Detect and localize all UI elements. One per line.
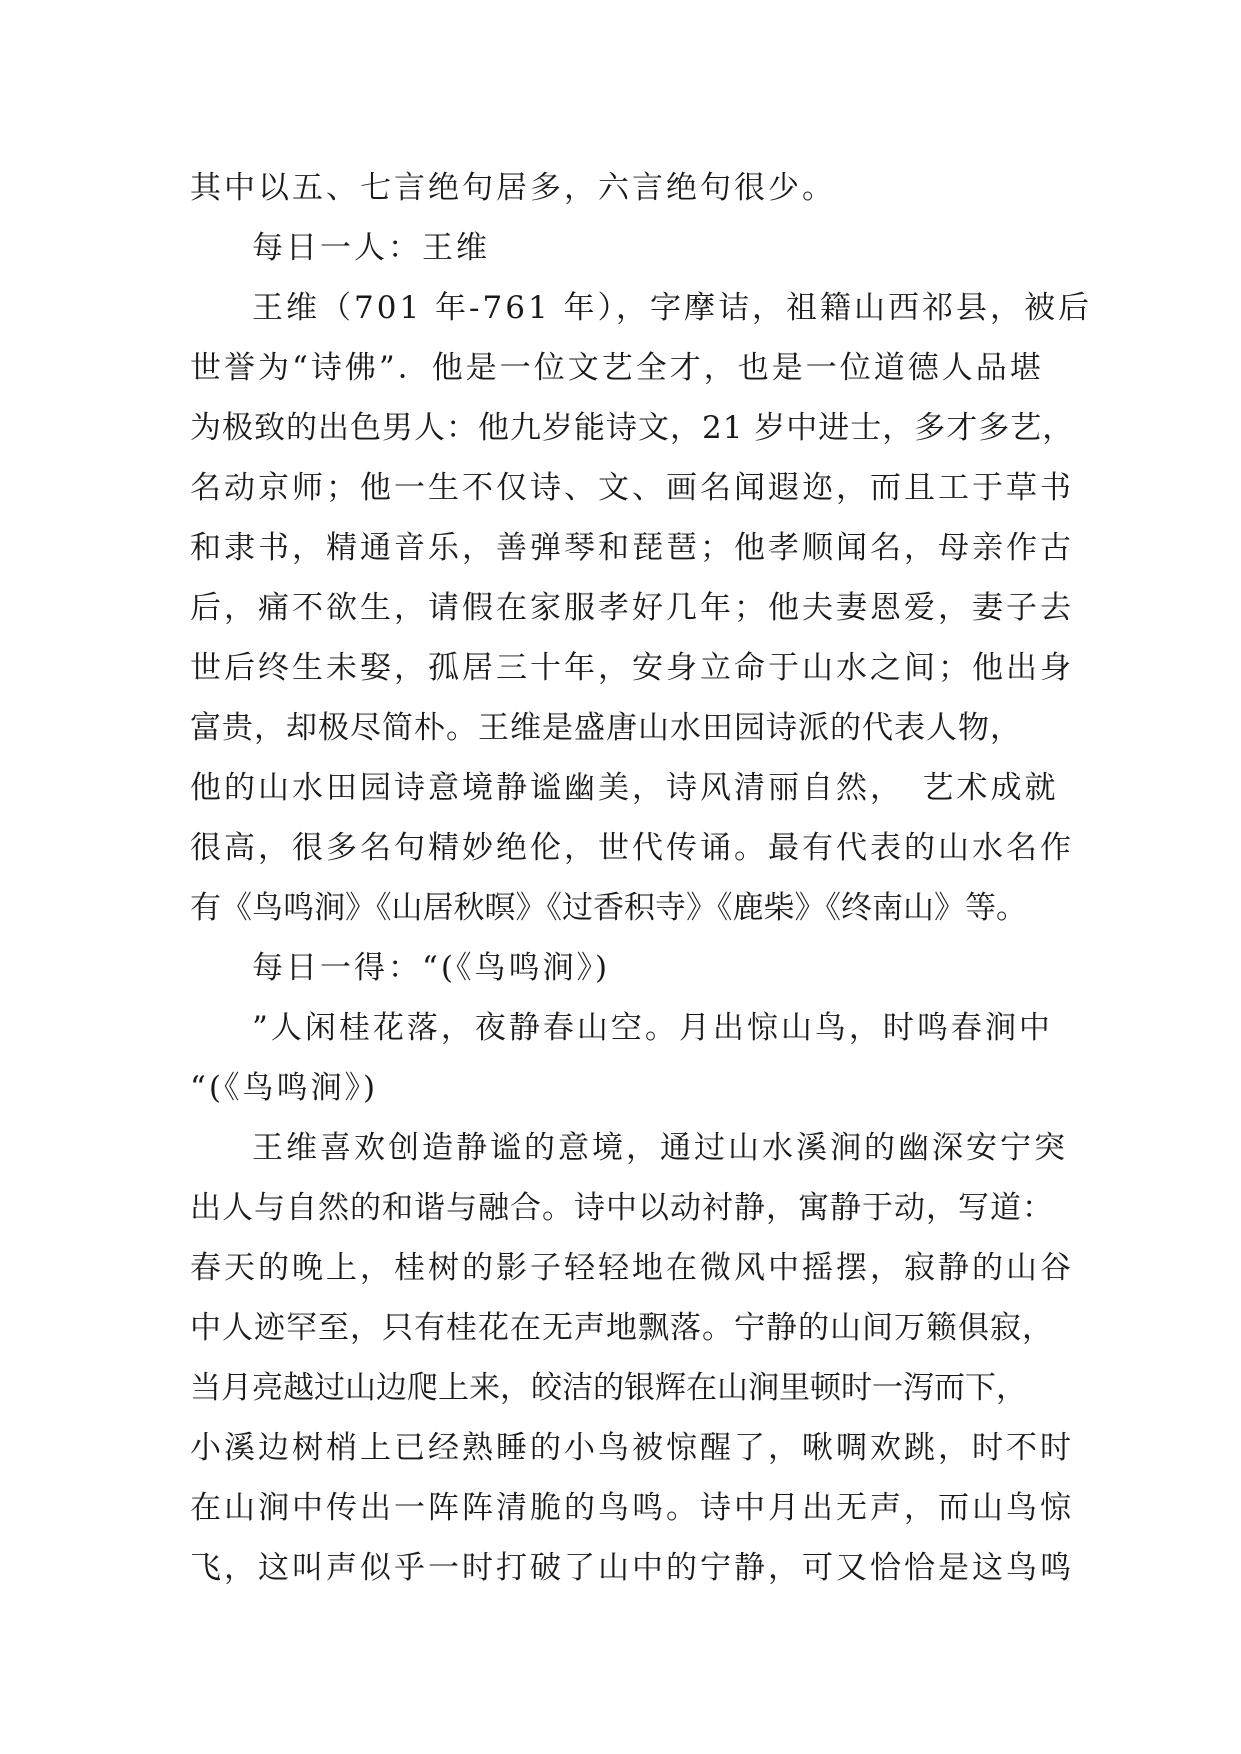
text-line: 当月亮越过山边爬上来，皎洁的银辉在山涧里顿时一泻而下， (190, 1370, 1027, 1406)
document-body (190, 158, 1093, 1598)
text-line: 名动京师；他一生不仅诗、文、画名闻遐迩，而且工于草书 (190, 470, 1074, 506)
section-heading: 每日一得：“(《鸟鸣涧》) (252, 950, 611, 986)
text-line: 后，痛不欲生，请假在家服孝好几年；他夫妻恩爱，妻子去 (190, 590, 1074, 626)
text-line: 和隶书，精通音乐，善弹琴和琵琶；他孝顺闻名，母亲作古 (190, 530, 1074, 566)
text-line: 很高，很多名句精妙绝伦，世代传诵。最有代表的山水名作 (190, 830, 1074, 866)
text-line: 出人与自然的和谐与融合。诗中以动衬静，寓静于动，写道： (190, 1190, 1054, 1226)
text-line: 有《鸟鸣涧》《山居秋暝》《过香积寺》《鹿柴》《终南山》等。 (190, 890, 1027, 926)
text-line: 春天的晚上，桂树的影子轻轻地在微风中摇摆，寂静的山谷 (190, 1250, 1074, 1286)
text-line: 为极致的出色男人：他九岁能诗文，21 岁中进士，多才多艺， (190, 410, 1075, 446)
poem-line: ”人闲桂花落，夜静春山空。月出惊山鸟，时鸣春涧中 (252, 1010, 1053, 1046)
poem-source: “(《鸟鸣涧》) (190, 1070, 379, 1106)
text-line: 他的山水田园诗意境静谧幽美，诗风清丽自然， 艺术成就 (190, 770, 1059, 806)
text-line: 飞，这叫声似乎一时打破了山中的宁静，可又恰恰是这鸟鸣 (190, 1550, 1074, 1586)
text-line: 中人迹罕至，只有桂花在无声地飘落。宁静的山间万籁俱寂， (190, 1310, 1054, 1346)
text-line: 世誉为“诗佛”．他是一位文艺全才，也是一位道德人品堪 (190, 350, 1044, 386)
text-line: 其中以五、七言绝句居多，六言绝句很少。 (190, 170, 836, 206)
text-line: 小溪边树梢上已经熟睡的小鸟被惊醒了，啾啁欢跳，时不时 (190, 1430, 1074, 1466)
text-line: 王维（701 年-761 年），字摩诘，祖籍山西祁县，被后 (252, 290, 1093, 326)
text-line: 世后终生未娶，孤居三十年，安身立命于山水之间；他出身 (190, 650, 1074, 686)
text-line: 在山涧中传出一阵阵清脆的鸟鸣。诗中月出无声，而山鸟惊 (190, 1490, 1074, 1526)
text-line: 王维喜欢创造静谧的意境，通过山水溪涧的幽深安宁突 (252, 1130, 1068, 1166)
text-line: 富贵，却极尽简朴。王维是盛唐山水田园诗派的代表人物， (190, 710, 1022, 746)
section-heading: 每日一人：王维 (252, 230, 490, 266)
